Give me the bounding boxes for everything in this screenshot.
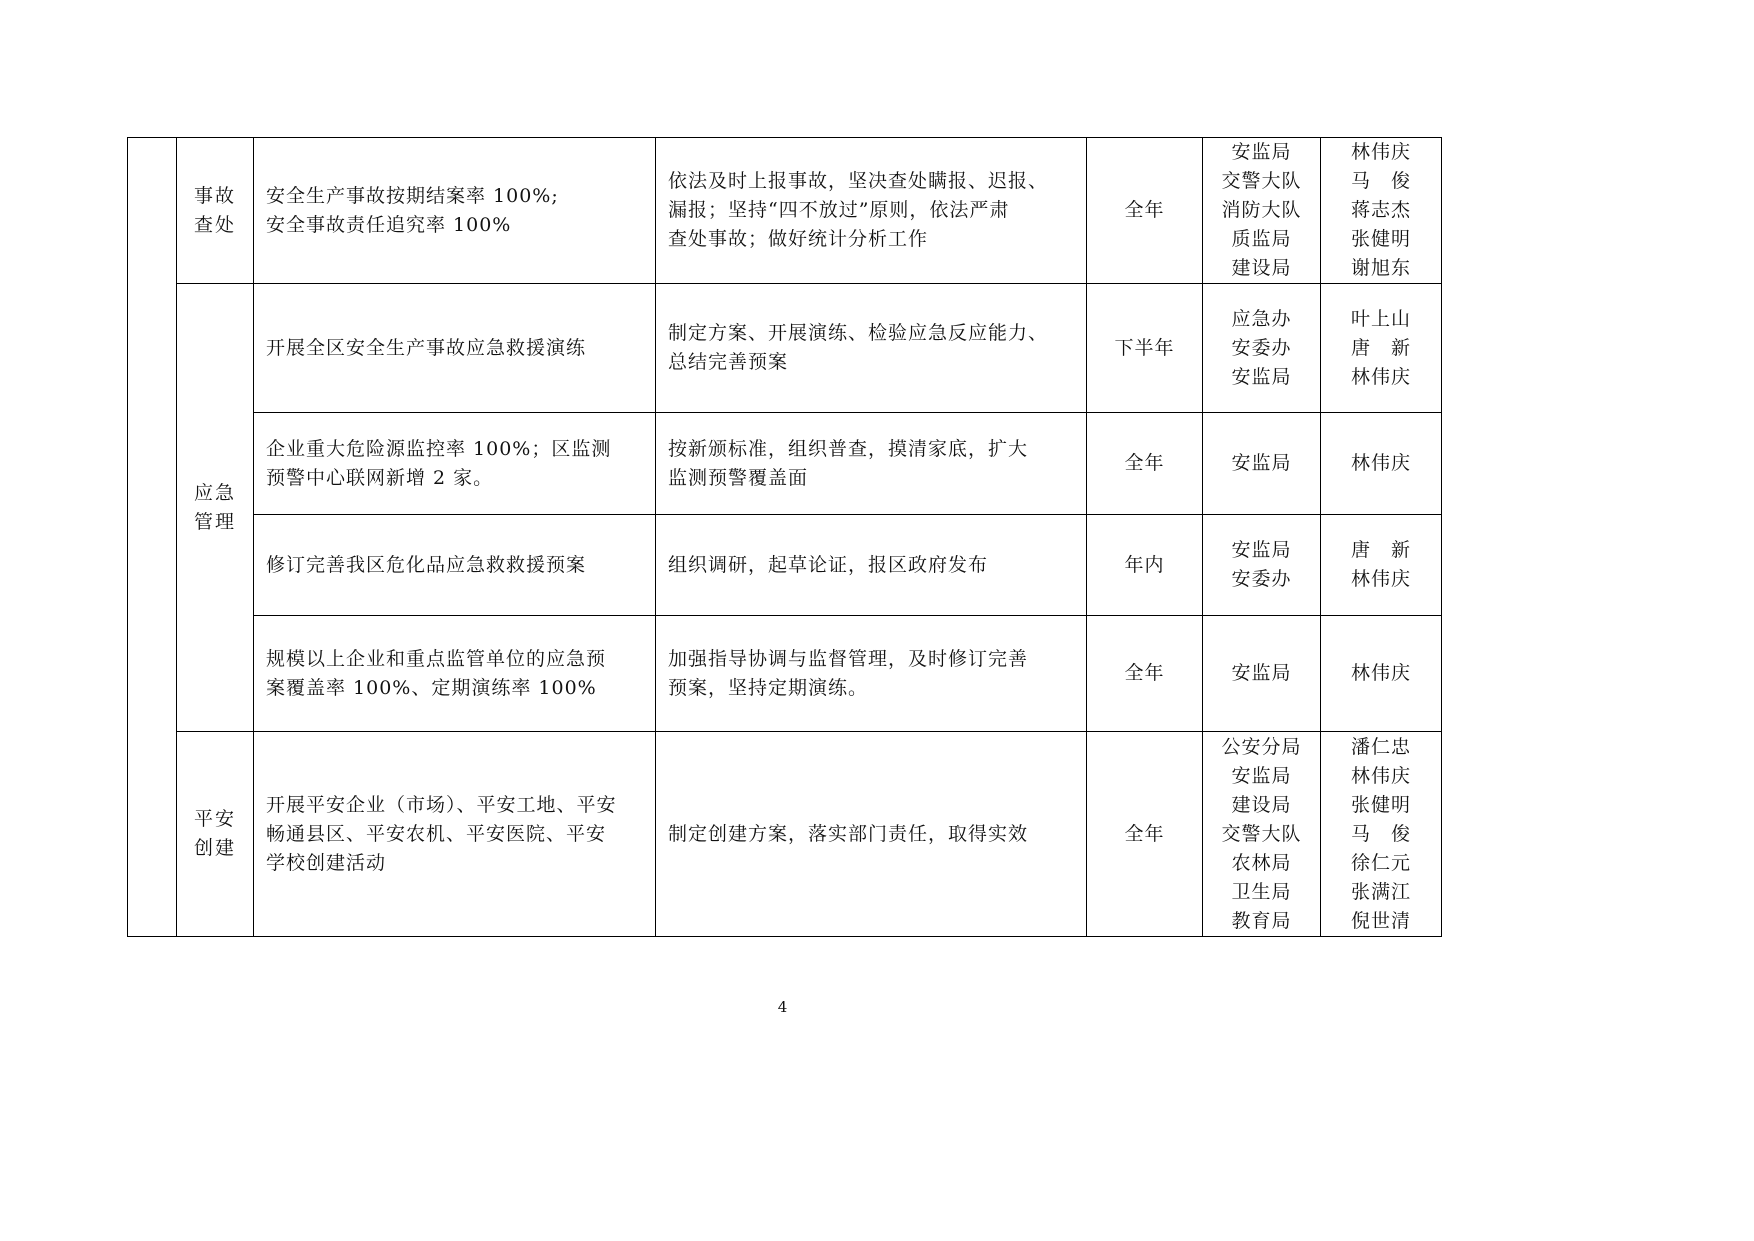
- unit-text: 安监局: [1231, 764, 1292, 787]
- person-text: 叶上山: [1350, 307, 1411, 330]
- target-text: 企业重大危险源监控率 100%；区监测: [266, 437, 612, 460]
- measure-cell: [656, 138, 1087, 284]
- category-text: 管理: [193, 510, 236, 533]
- person-text: 倪世清: [1350, 909, 1411, 932]
- measure-cell: [656, 732, 1087, 937]
- target-cell: [254, 284, 656, 413]
- table-row: [128, 732, 1442, 937]
- target-text: 规模以上企业和重点监管单位的应急预: [266, 647, 607, 670]
- person-text: 唐 新: [1350, 336, 1411, 359]
- time-text: 下半年: [1114, 336, 1175, 359]
- person-text: 马 俊: [1350, 822, 1411, 845]
- person-cell: [1321, 616, 1442, 732]
- person-cell: [1321, 515, 1442, 616]
- category-text: 创建: [193, 837, 236, 859]
- person-cell: [1321, 138, 1442, 284]
- person-text: 林伟庆: [1350, 662, 1411, 684]
- measure-text: 按新颁标准，组织普查，摸清家底，扩大: [668, 437, 1029, 460]
- time-cell: [1087, 138, 1203, 284]
- unit-text: 安监局: [1231, 452, 1292, 474]
- person-text: 林伟庆: [1350, 568, 1411, 590]
- table-row: [128, 284, 1442, 413]
- table-row: [128, 413, 1442, 515]
- unit-cell: [1203, 138, 1321, 284]
- category-cell: [177, 284, 254, 732]
- person-text: 谢旭东: [1350, 257, 1411, 279]
- person-text: 林伟庆: [1350, 452, 1411, 474]
- time-text: 全年: [1124, 199, 1165, 221]
- measure-cell: [656, 515, 1087, 616]
- table-row: [128, 616, 1442, 732]
- measure-cell: [656, 616, 1087, 732]
- person-text: 林伟庆: [1350, 365, 1411, 388]
- measure-cell: [656, 284, 1087, 413]
- time-text: 全年: [1124, 822, 1165, 845]
- unit-text: 农林局: [1231, 851, 1292, 874]
- unit-text: 安监局: [1231, 539, 1292, 561]
- unit-text: 安监局: [1231, 141, 1292, 163]
- target-text: 案覆盖率 100%、定期演练率 100%: [266, 676, 597, 699]
- time-cell: [1087, 284, 1203, 413]
- unit-text: 应急办: [1231, 307, 1292, 330]
- person-text: 张健明: [1350, 228, 1411, 250]
- person-text: 唐 新: [1350, 539, 1411, 561]
- unit-text: 安委办: [1231, 336, 1292, 359]
- unit-text: 建设局: [1231, 793, 1292, 816]
- measure-text: 预案，坚持定期演练。: [668, 676, 869, 699]
- target-text: 开展平安企业（市场）、平安工地、平安: [266, 793, 617, 816]
- unit-cell: [1203, 413, 1321, 515]
- person-text: 徐仁元: [1350, 851, 1411, 874]
- time-text: 全年: [1124, 662, 1165, 684]
- category-text: 查处: [193, 213, 236, 236]
- person-text: 潘仁忠: [1350, 735, 1411, 758]
- time-cell: [1087, 515, 1203, 616]
- category-cell: [177, 732, 254, 937]
- time-text: 全年: [1124, 452, 1165, 474]
- category-text: 平安: [193, 808, 236, 830]
- person-text: 张健明: [1350, 793, 1411, 816]
- unit-text: 交警大队: [1221, 822, 1302, 845]
- unit-text: 安委办: [1231, 568, 1292, 590]
- page-number: 4: [777, 998, 788, 1016]
- unit-text: 交警大队: [1221, 170, 1302, 192]
- target-text: 畅通县区、平安农机、平安医院、平安: [266, 822, 607, 845]
- measure-text: 总结完善预案: [668, 351, 789, 373]
- target-text: 修订完善我区危化品应急救救援预案: [266, 553, 587, 576]
- measure-text: 制定方案、开展演练、检验应急反应能力、: [668, 322, 1049, 344]
- unit-cell: [1203, 616, 1321, 732]
- unit-text: 教育局: [1231, 909, 1292, 932]
- measure-cell: [656, 413, 1087, 515]
- unit-cell: [1203, 515, 1321, 616]
- target-cell: [254, 515, 656, 616]
- target-text: 安全生产事故按期结案率 100%;: [266, 184, 559, 207]
- unit-text: 安监局: [1231, 365, 1292, 388]
- unit-text: 安监局: [1231, 662, 1292, 684]
- time-cell: [1087, 732, 1203, 937]
- target-text: 开展全区安全生产事故应急救援演练: [266, 336, 587, 359]
- time-text: 年内: [1124, 553, 1165, 576]
- category-cell: [177, 138, 254, 284]
- target-cell: [254, 616, 656, 732]
- target-cell: [254, 732, 656, 937]
- person-cell: [1321, 284, 1442, 413]
- time-cell: [1087, 413, 1203, 515]
- person-cell: [1321, 413, 1442, 515]
- unit-text: 消防大队: [1221, 199, 1302, 221]
- outer-merged-cell: [128, 138, 177, 937]
- target-cell: [254, 138, 656, 284]
- measure-text: 漏报；坚持“四不放过”原则，依法严肃: [668, 199, 1010, 221]
- measure-text: 监测预警覆盖面: [668, 466, 809, 489]
- table-row: [128, 515, 1442, 616]
- person-text: 张满江: [1350, 880, 1411, 903]
- person-text: 蒋志杰: [1350, 199, 1411, 221]
- work-plan-table: [127, 137, 1442, 937]
- target-cell: [254, 413, 656, 515]
- person-text: 林伟庆: [1350, 141, 1411, 163]
- table-row: [128, 138, 1442, 284]
- unit-cell: [1203, 732, 1321, 937]
- unit-text: 公安分局: [1221, 735, 1302, 758]
- target-text: 学校创建活动: [266, 851, 387, 874]
- unit-text: 建设局: [1231, 257, 1292, 279]
- target-text: 安全事故责任追究率 100%: [266, 213, 512, 236]
- measure-text: 组织调研，起草论证，报区政府发布: [668, 553, 989, 576]
- person-cell: [1321, 732, 1442, 937]
- person-text: 林伟庆: [1350, 764, 1411, 787]
- unit-cell: [1203, 284, 1321, 413]
- measure-text: 制定创建方案，落实部门责任，取得实效: [668, 822, 1029, 845]
- category-text: 事故: [193, 184, 236, 207]
- measure-text: 依法及时上报事故，坚决查处瞒报、迟报、: [668, 170, 1049, 192]
- unit-text: 质监局: [1231, 228, 1292, 250]
- target-text: 预警中心联网新增 2 家。: [266, 466, 494, 489]
- measure-text: 查处事故；做好统计分析工作: [668, 228, 929, 250]
- category-text: 应急: [193, 481, 236, 504]
- unit-text: 卫生局: [1231, 880, 1292, 903]
- time-cell: [1087, 616, 1203, 732]
- measure-text: 加强指导协调与监督管理，及时修订完善: [668, 647, 1029, 670]
- person-text: 马 俊: [1350, 170, 1411, 192]
